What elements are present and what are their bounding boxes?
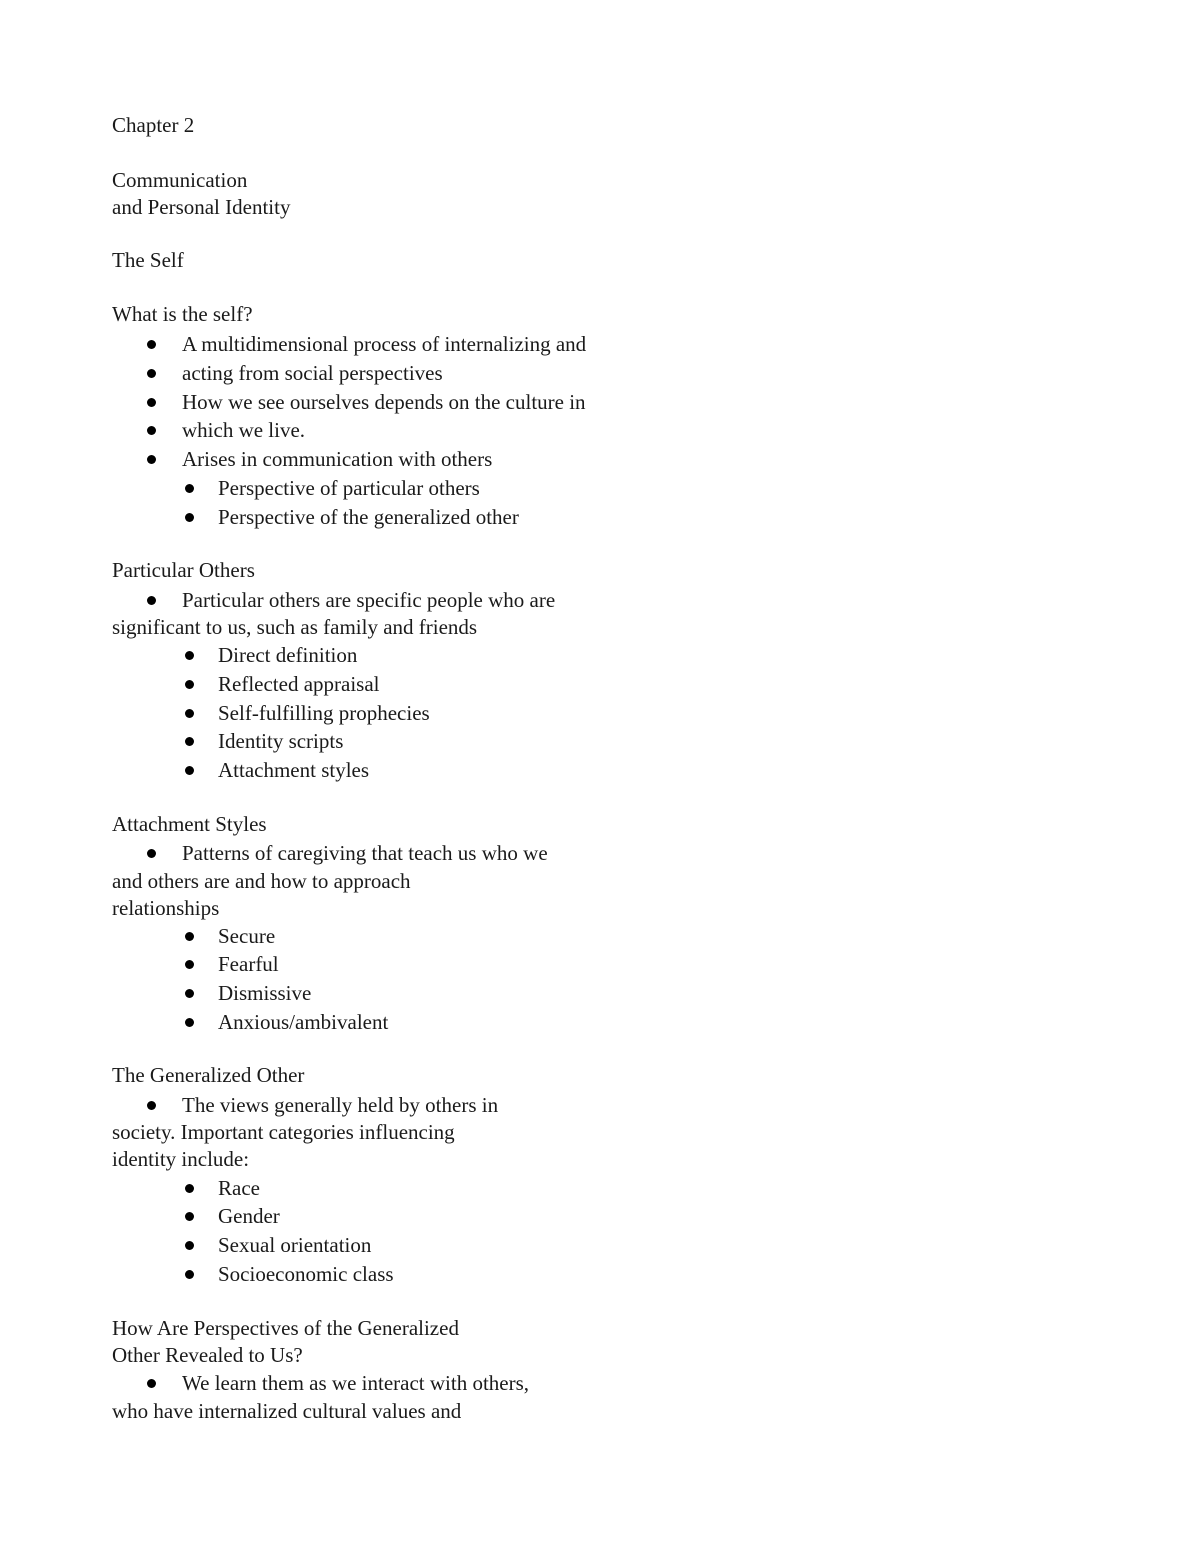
sub-list-item: Secure xyxy=(218,924,276,948)
sub-list-item: Perspective of the generalized other xyxy=(218,505,519,529)
list-item: Patterns of caregiving that teach us who we xyxy=(182,841,548,865)
list-item: Particular others are specific people who are xyxy=(182,588,556,612)
bullet-icon xyxy=(185,989,194,998)
chapter-label: Chapter 2 xyxy=(112,113,195,137)
sub-list-item: Perspective of particular others xyxy=(218,476,480,500)
sub-list-item: Sexual orientation xyxy=(218,1233,372,1257)
section-heading-attachment-styles: Attachment Styles xyxy=(112,812,267,836)
bullet-icon xyxy=(147,369,156,378)
section-heading-the-self: The Self xyxy=(112,248,184,272)
document-title-line-2: and Personal Identity xyxy=(112,195,291,219)
list-item-continuation: identity include: xyxy=(112,1147,250,1171)
list-item: The views generally held by others in xyxy=(182,1093,499,1117)
list-item: acting from social perspectives xyxy=(182,361,443,385)
section-heading-generalized-other: The Generalized Other xyxy=(112,1063,305,1087)
sub-list-item: Fearful xyxy=(218,952,279,976)
sub-list-item: Direct definition xyxy=(218,643,358,667)
section-heading-revealed-line-2: Other Revealed to Us? xyxy=(112,1343,303,1367)
list-item: We learn them as we interact with others, xyxy=(182,1371,530,1395)
bullet-icon xyxy=(147,398,156,407)
bullet-icon xyxy=(185,1212,194,1221)
list-item: How we see ourselves depends on the culture in xyxy=(182,390,586,414)
bullet-icon xyxy=(185,1184,194,1193)
bullet-icon xyxy=(185,1241,194,1250)
bullet-icon xyxy=(147,1379,156,1388)
sub-list-item: Identity scripts xyxy=(218,729,344,753)
list-item-continuation: society. Important categories influencing xyxy=(112,1120,455,1144)
bullet-icon xyxy=(147,455,156,464)
list-item-continuation: relationships xyxy=(112,896,220,920)
bullet-icon xyxy=(185,737,194,746)
bullet-icon xyxy=(147,1101,156,1110)
bullet-icon xyxy=(185,651,194,660)
bullet-icon xyxy=(147,426,156,435)
sub-list-item: Self-fulfilling prophecies xyxy=(218,701,430,725)
question-what-is-the-self: What is the self? xyxy=(112,302,253,326)
sub-list-item: Socioeconomic class xyxy=(218,1262,394,1286)
bullet-icon xyxy=(185,766,194,775)
document-title-line-1: Communication xyxy=(112,168,248,192)
bullet-icon xyxy=(185,932,194,941)
list-item: A multidimensional process of internalizing and xyxy=(182,332,587,356)
sub-list-item: Race xyxy=(218,1176,260,1200)
list-item: which we live. xyxy=(182,418,306,442)
bullet-icon xyxy=(147,849,156,858)
section-heading-revealed-line-1: How Are Perspectives of the Generalized xyxy=(112,1316,459,1340)
sub-list-item: Reflected appraisal xyxy=(218,672,380,696)
bullet-icon xyxy=(185,960,194,969)
list-item-continuation: and others are and how to approach xyxy=(112,869,411,893)
bullet-icon xyxy=(185,1270,194,1279)
bullet-icon xyxy=(147,340,156,349)
sub-list-item: Attachment styles xyxy=(218,758,370,782)
sub-list-item: Anxious/ambivalent xyxy=(218,1010,389,1034)
bullet-icon xyxy=(147,596,156,605)
bullet-icon xyxy=(185,680,194,689)
list-item-continuation: significant to us, such as family and friends xyxy=(112,615,478,639)
list-item: Arises in communication with others xyxy=(182,447,493,471)
sub-list-item: Gender xyxy=(218,1204,280,1228)
section-heading-particular-others: Particular Others xyxy=(112,558,255,582)
sub-list-item: Dismissive xyxy=(218,981,312,1005)
list-item-continuation: who have internalized cultural values and xyxy=(112,1399,462,1423)
bullet-icon xyxy=(185,709,194,718)
bullet-icon xyxy=(185,1018,194,1027)
bullet-icon xyxy=(185,513,194,522)
bullet-icon xyxy=(185,484,194,493)
